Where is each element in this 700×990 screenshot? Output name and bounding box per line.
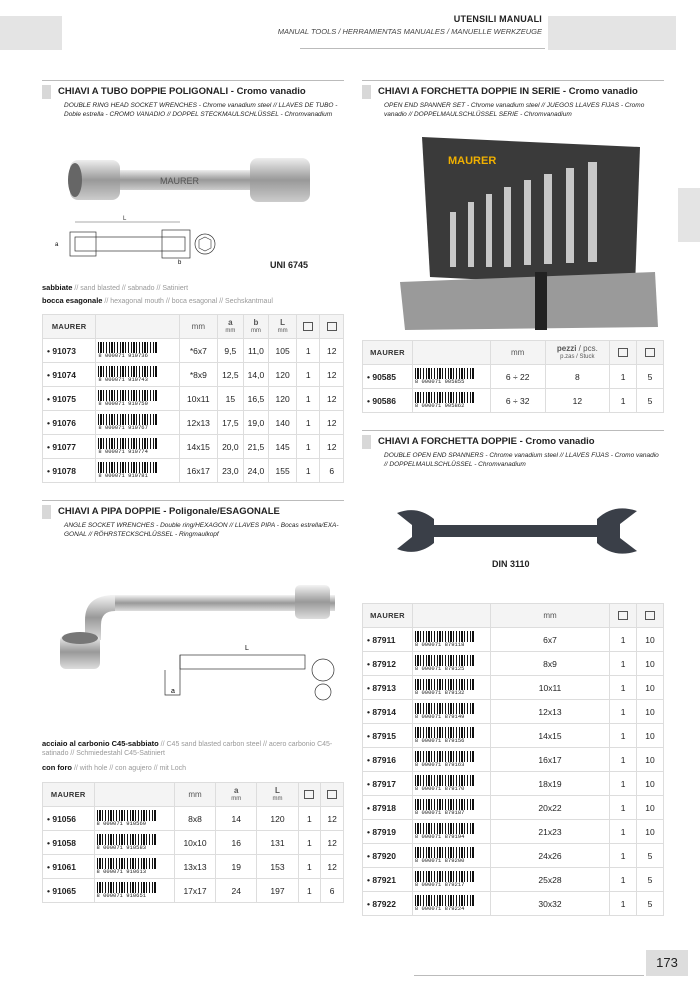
cell-mm: 20x22 bbox=[490, 796, 609, 820]
sec2-note-hole: con foro // with hole // con agujero // mit Loch bbox=[42, 763, 187, 772]
table-row bbox=[43, 339, 344, 363]
cell-a: 12,5 bbox=[218, 363, 244, 387]
cell-mm: 18x19 bbox=[490, 772, 609, 796]
barcode: 8 000071 879200 bbox=[412, 844, 490, 868]
table-row bbox=[363, 772, 664, 796]
sec3-title: CHIAVI A FORCHETTA DOPPIE IN SERIE - Cromo vanadio bbox=[362, 84, 664, 99]
cell-box: 1 bbox=[610, 389, 637, 413]
cell-a: 24 bbox=[216, 879, 257, 903]
barcode: 8 000071 879187 bbox=[412, 796, 490, 820]
article-code: • 90585 bbox=[363, 365, 413, 389]
table-row bbox=[43, 855, 344, 879]
cell-pcs: 12 bbox=[545, 389, 610, 413]
article-code: • 87919 bbox=[363, 820, 413, 844]
article-code: • 91076 bbox=[43, 411, 96, 435]
sec3-description: OPEN END SPANNER SET - Chrome vanadium steel // JUEGOS LLAVES FIJAS - Cromo vanadio // DOPPELMAULSCHLÜSSEL SERIE - Chromvanadium bbox=[384, 102, 645, 118]
cell-a: 14 bbox=[216, 807, 257, 831]
article-code: • 91075 bbox=[43, 387, 96, 411]
table-row bbox=[363, 628, 664, 652]
cell-box: 1 bbox=[297, 387, 320, 411]
sec2-title: CHIAVI A PIPA DOPPIE - Poligonale/ESAGONALE bbox=[42, 504, 344, 519]
pack-icon bbox=[327, 322, 337, 331]
sec4-table: MAURER mm • 87911 8 000071 879118 6x7 1 10 • 87912 8 000071 879125 8x9 1 10 • 87913 8 000071 879132 10x11 1 10 • 87914 8 000071 879149 12x13 1 10 • 87915 8 000071 879156 14x15 1 10 • 87916 8 000071 879163 16x17 1 10 • 87917 8 000071 879170 18x19 1 10 • 87918 8 000071 879187 20x22 1 10 • 87919 8 000071 879194 21x23 1 10 • 87920 8 000071 879200 24x26 1 5 • 87921 8 000071 879217 25x28 1 5 • 87922 8 000071 879224 30x32 1 5 bbox=[362, 603, 664, 916]
barcode: 8 000071 905855 bbox=[412, 365, 490, 389]
sec3-rule bbox=[362, 80, 664, 81]
cell-pack: 12 bbox=[321, 807, 344, 831]
sec1-note-sandblasted: sabbiate // sand blasted // sabnado // Satiniert bbox=[42, 283, 189, 292]
table-row bbox=[363, 365, 664, 389]
sec1-table: MAURER mm a mm b mm L mm • 91073 8 000071 910736 *6x7 9,5 11,0 105 1 12 • 91074 8 000071 910743 *8x9 12,5 14,0 120 1 12 • 91075 8 000071 910750 10x11 15 16,5 120 1 12 • 91076 8 000071 910767 12x13 17,5 19,0 140 1 12 • 91077 8 000071 910774 14x15 20,0 21,5 145 1 12 • 91078 8 000071 910781 16x17 23,0 24,0 155 1 6 bbox=[42, 314, 344, 483]
cell-a: 23,0 bbox=[218, 459, 244, 483]
article-code: • 91073 bbox=[43, 339, 96, 363]
barcode: 8 000071 910736 bbox=[96, 339, 179, 363]
article-code: • 91074 bbox=[43, 363, 96, 387]
cell-box: 1 bbox=[610, 820, 637, 844]
cell-mm: 30x32 bbox=[490, 892, 609, 916]
cell-box: 1 bbox=[297, 339, 320, 363]
spanner-set-roll-photo bbox=[400, 132, 660, 332]
cell-box: 1 bbox=[610, 676, 637, 700]
box-icon bbox=[303, 322, 313, 331]
barcode: 8 000071 879156 bbox=[412, 724, 490, 748]
sec1-rule bbox=[42, 80, 344, 81]
open-end-spanner-photo bbox=[392, 505, 642, 555]
table-row bbox=[43, 831, 344, 855]
cell-pack: 5 bbox=[637, 365, 664, 389]
box-icon bbox=[304, 790, 314, 799]
cell-mm: 6x7 bbox=[490, 628, 609, 652]
cell-pack: 10 bbox=[637, 676, 664, 700]
article-code: • 90586 bbox=[363, 389, 413, 413]
sec3-table: MAURER mm pezzi / pcs. p.zas / Stuck • 90585 8 000071 905855 6 ÷ 22 8 1 5 • 90586 8 000071 905862 6 ÷ 32 12 1 5 bbox=[362, 340, 664, 413]
table-row bbox=[43, 387, 344, 411]
table-row bbox=[363, 389, 664, 413]
cell-L: 153 bbox=[257, 855, 298, 879]
cell-pack: 6 bbox=[320, 459, 344, 483]
header-title: UTENSILI MANUALI bbox=[453, 14, 542, 24]
cell-box: 1 bbox=[297, 363, 320, 387]
table-row bbox=[363, 796, 664, 820]
cell-box: 1 bbox=[610, 892, 637, 916]
cell-box: 1 bbox=[298, 855, 321, 879]
cell-pack: 6 bbox=[321, 879, 344, 903]
article-code: • 91061 bbox=[43, 855, 95, 879]
cell-box: 1 bbox=[298, 807, 321, 831]
socket-wrench-diagram bbox=[50, 212, 220, 270]
sec2-description: ANGLE SOCKET WRENCHES - Double ring/HEXAGON // LLAVES PIPA - Bocas estrella/EXA-GONAL // RÖHRSTECKSCHLÜSSEL - Ringmaulkopf bbox=[64, 522, 339, 538]
article-code: • 87916 bbox=[363, 748, 413, 772]
cell-pack: 12 bbox=[320, 363, 344, 387]
header-block-right bbox=[548, 16, 676, 50]
barcode: 8 000071 910767 bbox=[96, 411, 179, 435]
barcode: 8 000071 910781 bbox=[96, 459, 179, 483]
barcode: 8 000071 879170 bbox=[412, 772, 490, 796]
cell-L: 197 bbox=[257, 879, 298, 903]
cell-a: 20,0 bbox=[218, 435, 244, 459]
article-code: • 87922 bbox=[363, 892, 413, 916]
cell-b: 14,0 bbox=[243, 363, 269, 387]
cell-mm: 10x10 bbox=[174, 831, 215, 855]
cell-b: 16,5 bbox=[243, 387, 269, 411]
article-code: • 91078 bbox=[43, 459, 96, 483]
cell-L: 140 bbox=[269, 411, 297, 435]
barcode: 8 000071 910750 bbox=[96, 387, 179, 411]
cell-b: 11,0 bbox=[243, 339, 269, 363]
cell-box: 1 bbox=[610, 868, 637, 892]
barcode: 8 000071 879163 bbox=[412, 748, 490, 772]
cell-L: 120 bbox=[269, 387, 297, 411]
cell-mm: 16x17 bbox=[179, 459, 217, 483]
table-row bbox=[363, 700, 664, 724]
cell-mm: 10x11 bbox=[490, 676, 609, 700]
barcode: 8 000071 910613 bbox=[94, 855, 174, 879]
cell-mm: 14x15 bbox=[490, 724, 609, 748]
barcode: 8 000071 910651 bbox=[94, 879, 174, 903]
cell-box: 1 bbox=[610, 628, 637, 652]
article-code: • 87918 bbox=[363, 796, 413, 820]
article-code: • 91065 bbox=[43, 879, 95, 903]
footer-rule bbox=[414, 975, 644, 976]
cell-pcs: 8 bbox=[545, 365, 610, 389]
article-code: • 87917 bbox=[363, 772, 413, 796]
cell-pack: 12 bbox=[321, 831, 344, 855]
cell-a: 16 bbox=[216, 831, 257, 855]
cell-mm: 25x28 bbox=[490, 868, 609, 892]
cell-mm: 21x23 bbox=[490, 820, 609, 844]
article-code: • 91077 bbox=[43, 435, 96, 459]
cell-L: 131 bbox=[257, 831, 298, 855]
cell-pack: 5 bbox=[637, 892, 664, 916]
cell-box: 1 bbox=[610, 772, 637, 796]
page-number: 173 bbox=[646, 950, 688, 976]
barcode: 8 000071 910774 bbox=[96, 435, 179, 459]
svg-text:b: b bbox=[178, 260, 182, 266]
cell-box: 1 bbox=[297, 435, 320, 459]
cell-pack: 10 bbox=[637, 628, 664, 652]
cell-mm: 24x26 bbox=[490, 844, 609, 868]
table-row bbox=[43, 879, 344, 903]
pack-icon bbox=[645, 348, 655, 357]
header-subtitle: MANUAL TOOLS / HERRAMIENTAS MANUALES / MANUELLE WERKZEUGE bbox=[277, 27, 542, 36]
cell-b: 21,5 bbox=[243, 435, 269, 459]
cell-pack: 12 bbox=[320, 411, 344, 435]
sec2-rule bbox=[42, 500, 344, 501]
cell-pack: 5 bbox=[637, 389, 664, 413]
cell-pack: 10 bbox=[637, 820, 664, 844]
cell-mm: 12x13 bbox=[490, 700, 609, 724]
cell-box: 1 bbox=[610, 724, 637, 748]
cell-mm: 6 ÷ 32 bbox=[490, 389, 545, 413]
cell-L: 105 bbox=[269, 339, 297, 363]
table-row bbox=[363, 892, 664, 916]
header-rule bbox=[300, 48, 545, 49]
sec4-rule bbox=[362, 430, 664, 431]
sec4-standard: DIN 3110 bbox=[492, 559, 530, 569]
socket-wrench-photo bbox=[60, 150, 320, 210]
cell-mm: 10x11 bbox=[179, 387, 217, 411]
cell-mm: *8x9 bbox=[179, 363, 217, 387]
svg-text:MAURER: MAURER bbox=[160, 176, 200, 186]
cell-box: 1 bbox=[610, 796, 637, 820]
article-code: • 91058 bbox=[43, 831, 95, 855]
cell-a: 9,5 bbox=[218, 339, 244, 363]
svg-text:L: L bbox=[245, 645, 249, 652]
cell-b: 24,0 bbox=[243, 459, 269, 483]
barcode: 8 000071 879132 bbox=[412, 676, 490, 700]
col-mm: mm bbox=[179, 315, 217, 339]
cell-pack: 10 bbox=[637, 652, 664, 676]
sec1-title: CHIAVI A TUBO DOPPIE POLIGONALI - Cromo vanadio bbox=[42, 84, 344, 99]
barcode: 8 000071 910743 bbox=[96, 363, 179, 387]
table-row bbox=[363, 820, 664, 844]
sec4-title: CHIAVI A FORCHETTA DOPPIE - Cromo vanadio bbox=[362, 434, 664, 449]
svg-text:MAURER: MAURER bbox=[448, 155, 497, 167]
table-row bbox=[363, 844, 664, 868]
svg-text:L: L bbox=[123, 216, 127, 222]
sec1-note-hex-mouth: bocca esagonale // hexagonal mouth // boca esagonal // Sechskantmaul bbox=[42, 296, 273, 305]
cell-box: 1 bbox=[610, 844, 637, 868]
brand-logo: MAURER bbox=[51, 321, 87, 331]
cell-box: 1 bbox=[297, 459, 320, 483]
article-code: • 87913 bbox=[363, 676, 413, 700]
barcode: 8 000071 879194 bbox=[412, 820, 490, 844]
svg-text:a: a bbox=[55, 242, 59, 248]
cell-mm: 8x8 bbox=[174, 807, 215, 831]
cell-L: 145 bbox=[269, 435, 297, 459]
article-code: • 87914 bbox=[363, 700, 413, 724]
cell-box: 1 bbox=[610, 365, 637, 389]
cell-box: 1 bbox=[610, 700, 637, 724]
table-row bbox=[43, 459, 344, 483]
side-tab bbox=[678, 188, 700, 242]
cell-a: 19 bbox=[216, 855, 257, 879]
cell-L: 120 bbox=[257, 807, 298, 831]
table-row bbox=[43, 435, 344, 459]
cell-pack: 10 bbox=[637, 700, 664, 724]
cell-L: 120 bbox=[269, 363, 297, 387]
cell-mm: 13x13 bbox=[174, 855, 215, 879]
pack-icon bbox=[645, 611, 655, 620]
cell-pack: 5 bbox=[637, 844, 664, 868]
cell-box: 1 bbox=[297, 411, 320, 435]
cell-pack: 12 bbox=[321, 855, 344, 879]
cell-a: 17,5 bbox=[218, 411, 244, 435]
box-icon bbox=[618, 348, 628, 357]
box-icon bbox=[618, 611, 628, 620]
barcode: 8 000071 905862 bbox=[412, 389, 490, 413]
sec1-standard: UNI 6745 bbox=[270, 260, 309, 270]
cell-box: 1 bbox=[298, 831, 321, 855]
cell-mm: 14x15 bbox=[179, 435, 217, 459]
table-row bbox=[43, 363, 344, 387]
article-code: • 87921 bbox=[363, 868, 413, 892]
sec4-description: DOUBLE OPEN END SPANNERS - Chrome vanadium steel // LLAVES FIJAS - Cromo vanadio // DOPPELMAULSCHLÜSSEL - Chromvanadium bbox=[384, 452, 659, 468]
cell-pack: 12 bbox=[320, 339, 344, 363]
cell-pack: 12 bbox=[320, 387, 344, 411]
cell-pack: 10 bbox=[637, 724, 664, 748]
cell-mm: 6 ÷ 22 bbox=[490, 365, 545, 389]
svg-text:a: a bbox=[171, 688, 175, 695]
article-code: • 87920 bbox=[363, 844, 413, 868]
cell-mm: 12x13 bbox=[179, 411, 217, 435]
cell-pack: 12 bbox=[320, 435, 344, 459]
cell-mm: 8x9 bbox=[490, 652, 609, 676]
table-row bbox=[43, 411, 344, 435]
cell-a: 15 bbox=[218, 387, 244, 411]
table-row bbox=[363, 748, 664, 772]
cell-box: 1 bbox=[610, 748, 637, 772]
cell-box: 1 bbox=[298, 879, 321, 903]
table-row bbox=[43, 807, 344, 831]
table-row bbox=[363, 724, 664, 748]
table-row bbox=[363, 868, 664, 892]
cell-mm: *6x7 bbox=[179, 339, 217, 363]
cell-pack: 10 bbox=[637, 772, 664, 796]
barcode: 8 000071 910569 bbox=[94, 807, 174, 831]
barcode: 8 000071 879224 bbox=[412, 892, 490, 916]
cell-mm: 16x17 bbox=[490, 748, 609, 772]
barcode: 8 000071 879149 bbox=[412, 700, 490, 724]
barcode: 8 000071 879217 bbox=[412, 868, 490, 892]
header-block-left bbox=[0, 16, 62, 50]
cell-b: 19,0 bbox=[243, 411, 269, 435]
cell-mm: 17x17 bbox=[174, 879, 215, 903]
barcode: 8 000071 879118 bbox=[412, 628, 490, 652]
cell-pack: 10 bbox=[637, 796, 664, 820]
cell-L: 155 bbox=[269, 459, 297, 483]
article-code: • 87911 bbox=[363, 628, 413, 652]
table-row bbox=[363, 652, 664, 676]
barcode: 8 000071 910583 bbox=[94, 831, 174, 855]
article-code: • 87915 bbox=[363, 724, 413, 748]
cell-pack: 10 bbox=[637, 748, 664, 772]
pack-icon bbox=[327, 790, 337, 799]
sec1-description: DOUBLE RING HEAD SOCKET WRENCHES - Chrome vanadium steel // LLAVES DE TUBO - Doble estrella - CROMO VANADIO // DOPPEL STECKMAULSCHLÜSSEL - Chromvanadium bbox=[64, 102, 338, 118]
cell-pack: 5 bbox=[637, 868, 664, 892]
sec2-note-steel: acciaio al carbonio C45-sabbiato // C45 sand blasted carbon steel // acero carbonio C45-satinado // Schmiedestahl C45-Satiniert bbox=[42, 739, 333, 757]
sec2-table: MAURER mm a mm L mm • 91056 8 000071 910569 8x8 14 120 1 12 • 91058 8 000071 910583 10x10 16 131 1 12 • 91061 8 000071 910613 13x13 19 153 1 12 • 91065 8 000071 910651 17x17 24 197 1 6 bbox=[42, 782, 344, 903]
table-row bbox=[363, 676, 664, 700]
article-code: • 91056 bbox=[43, 807, 95, 831]
cell-box: 1 bbox=[610, 652, 637, 676]
article-code: • 87912 bbox=[363, 652, 413, 676]
angle-socket-wrench-photo bbox=[55, 580, 345, 730]
barcode: 8 000071 879125 bbox=[412, 652, 490, 676]
